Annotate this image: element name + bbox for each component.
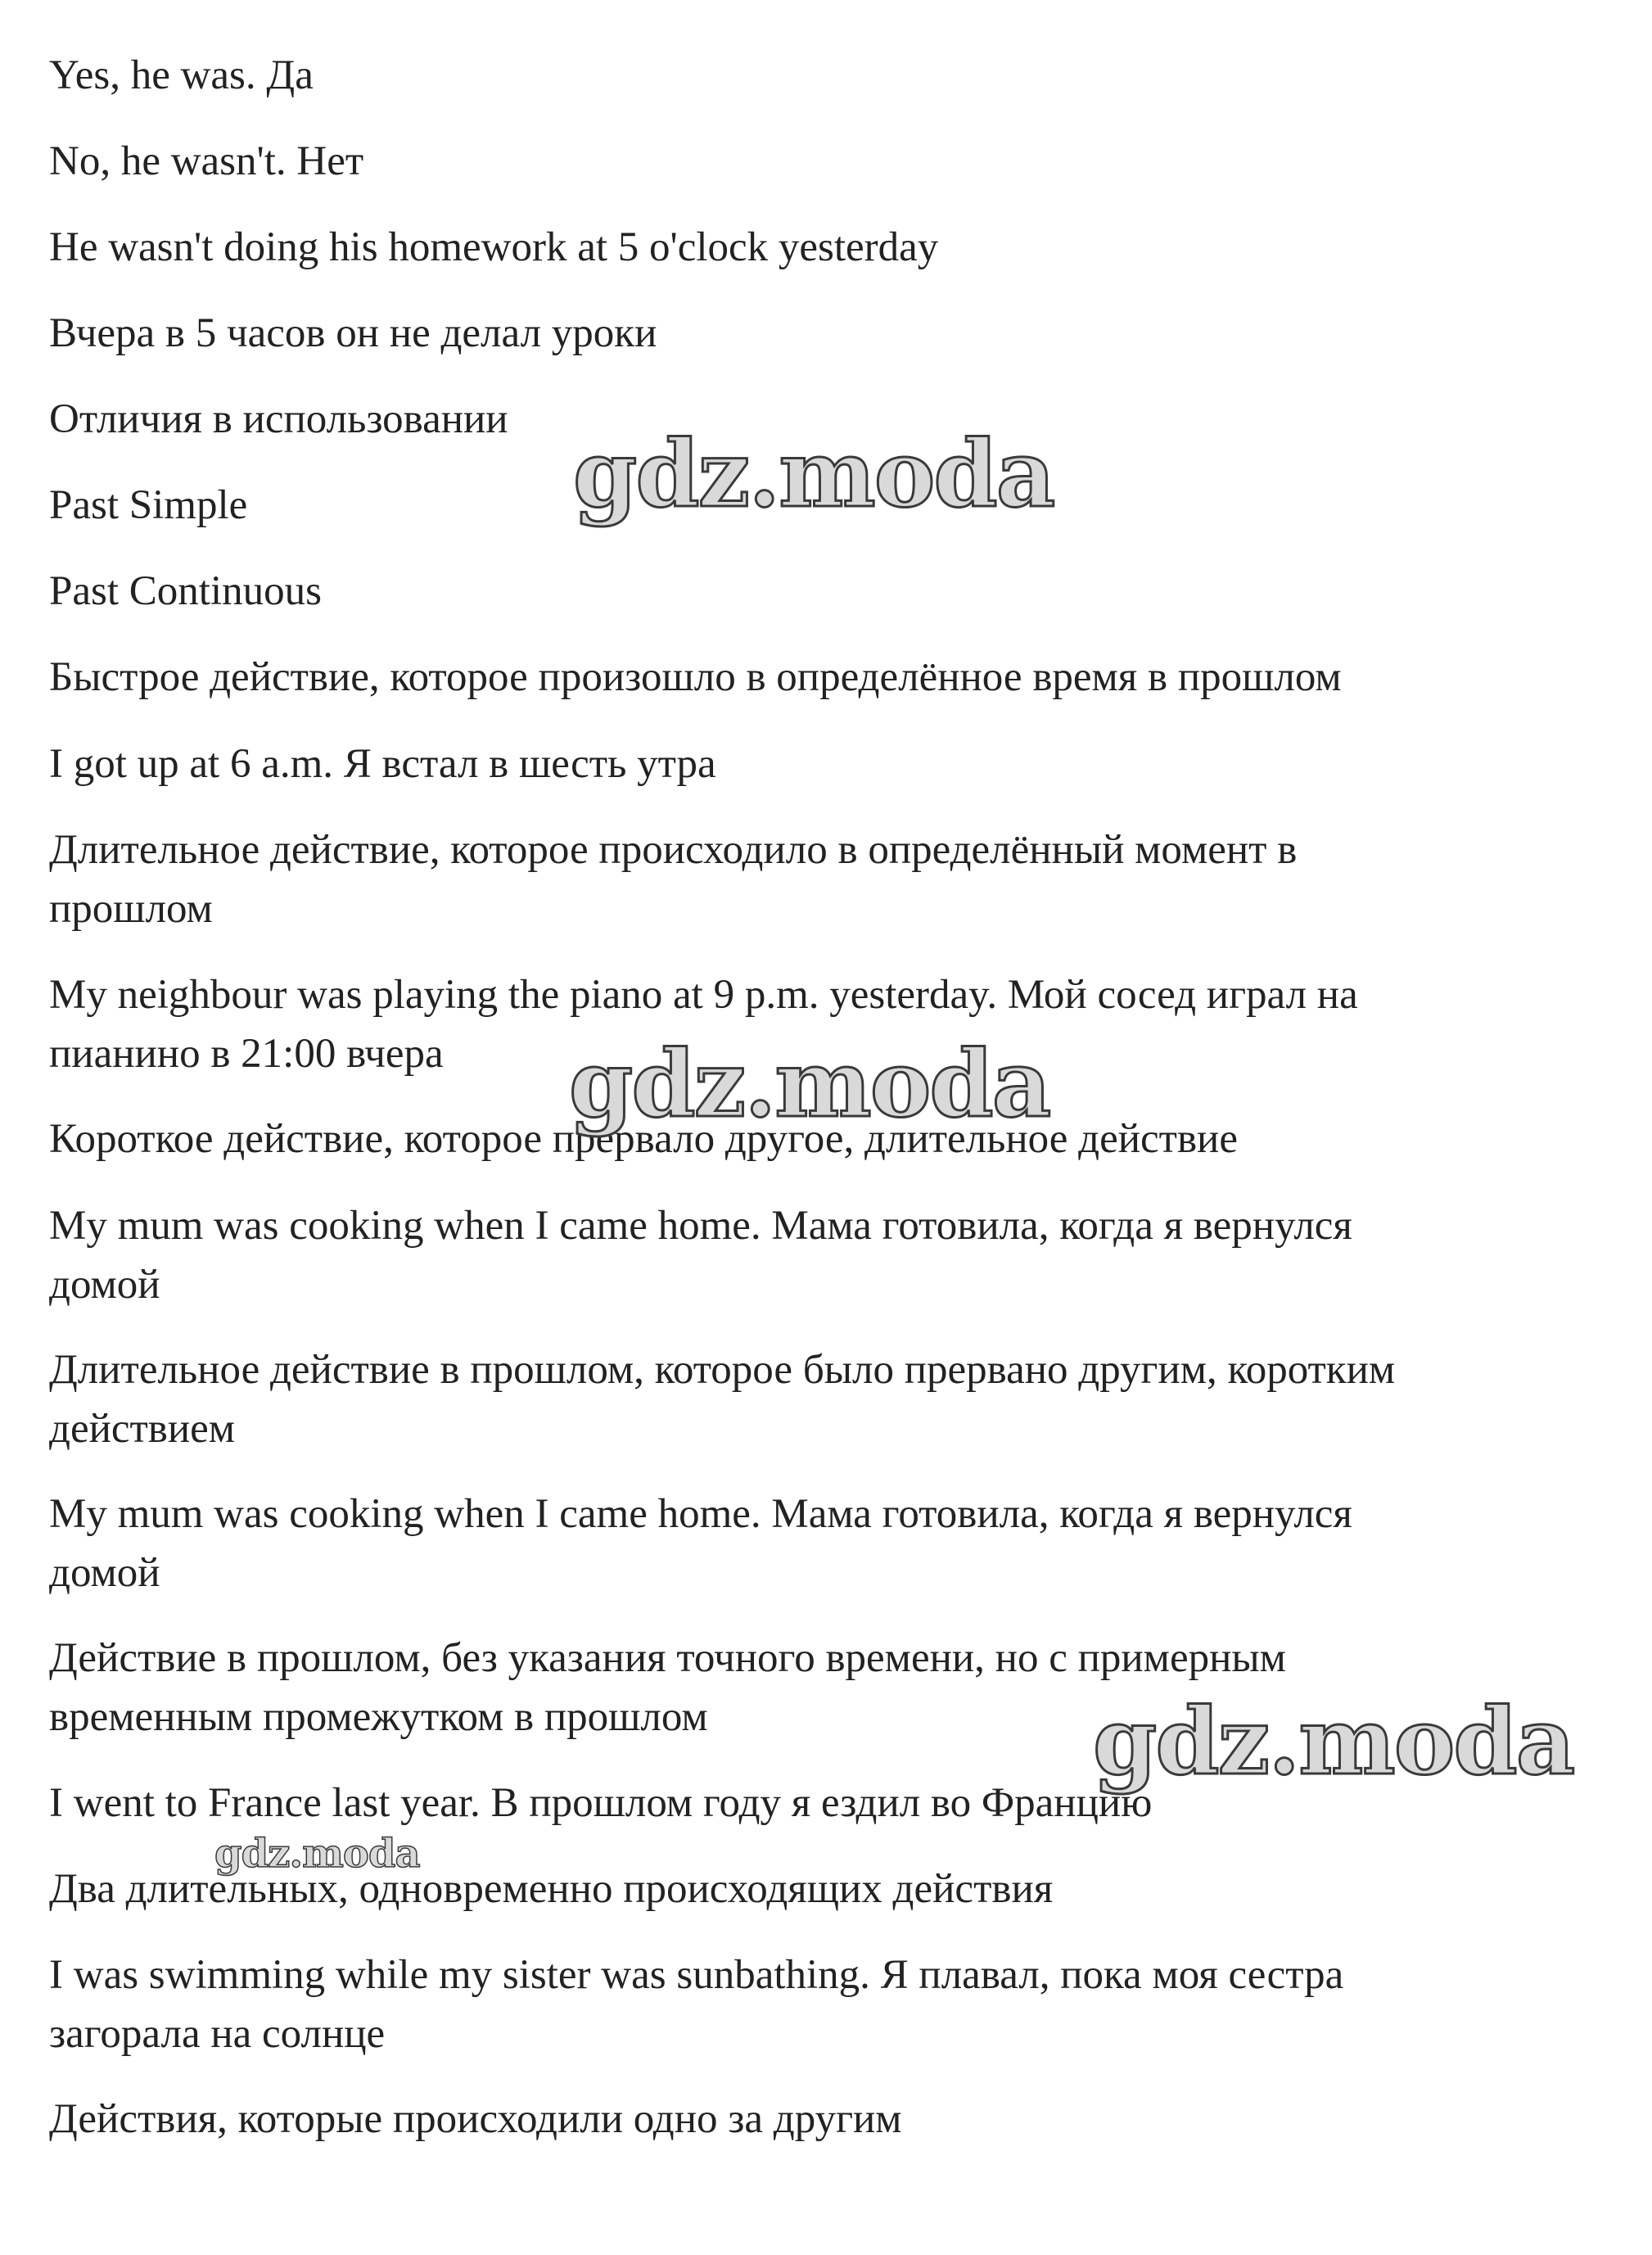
text-line-8: Быстрое действие, которое произошло в определённое время в прошлом: [49, 654, 1342, 700]
watermark-4: gdz.moda: [214, 1831, 420, 1877]
text-line-10: Длительное действие, которое происходило в определённый момент в прошлом: [49, 827, 1298, 932]
text-line-11: My neighbour was playing the piano at 9 p.m. yesterday. Мой сосед играл на пианино в 21:00 вчера: [49, 972, 1358, 1077]
text-line-9: I got up at 6 a.m. Я встал в шесть утра: [49, 741, 716, 787]
text-line-19: I was swimming while my sister was sunbathing. Я плавал, пока моя сестра загорала на солнце: [49, 1952, 1344, 2057]
watermark-3: gdz.moda: [1093, 1688, 1574, 1796]
text-line-15: My mum was cooking when I came home. Мама готовила, когда я вернулся домой: [49, 1491, 1352, 1596]
text-line-16: Действие в прошлом, без указания точного времени, но с примерным временным промежутком в прошлом: [49, 1635, 1286, 1740]
text-line-5: Отличия в использовании: [49, 396, 508, 442]
text-line-18: Два длительных, одновременно происходящих действия: [49, 1866, 1054, 1912]
text-line-2: No, he wasn't. Нет: [49, 138, 364, 184]
text-line-20: Действия, которые происходили одно за другим: [49, 2096, 902, 2142]
text-line-7: Past Continuous: [49, 568, 322, 614]
text-line-1: Yes, he was. Да: [49, 52, 314, 98]
text-line-13: My mum was cooking when I came home. Мама готовила, когда я вернулся домой: [49, 1203, 1352, 1308]
text-line-3: He wasn't doing his homework at 5 o'clock yesterday: [49, 224, 939, 270]
text-line-4: Вчера в 5 часов он не делал уроки: [49, 310, 657, 356]
text-line-17: I went to France last year. В прошлом году я ездил во Францию: [49, 1780, 1153, 1826]
watermark-2: gdz.moda: [569, 1031, 1050, 1138]
text-line-6: Past Simple: [49, 482, 248, 528]
text-line-12: Короткое действие, которое прервало другое, длительное действие: [49, 1116, 1238, 1162]
text-line-14: Длительное действие в прошлом, которое было прервано другим, коротким действием: [49, 1347, 1396, 1452]
watermark-1: gdz.moda: [573, 421, 1054, 528]
